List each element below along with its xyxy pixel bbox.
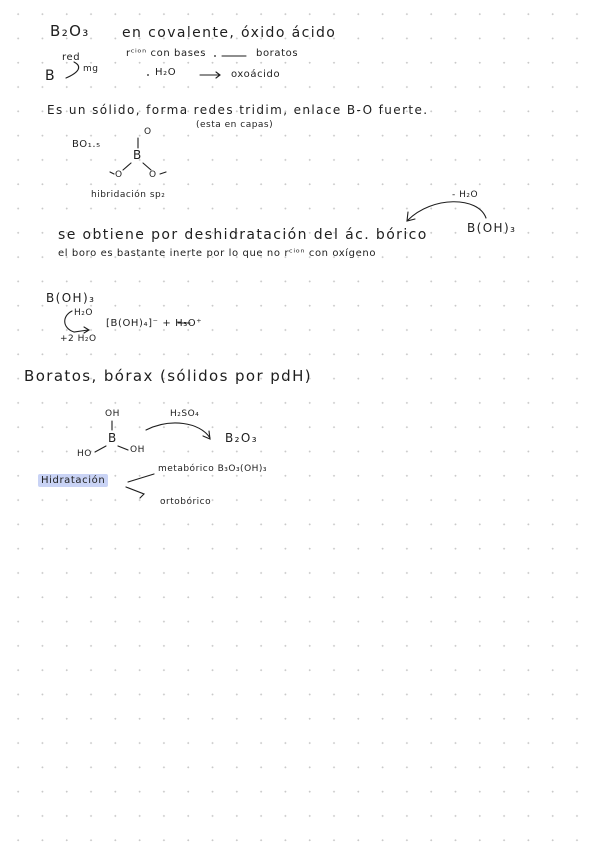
boric-acid-left: B(OH)₃ xyxy=(46,291,96,305)
layers-note: (esta en capas) xyxy=(196,120,274,130)
bond-b-oh-right xyxy=(118,446,128,450)
dehydration-sentence: se obtiene por deshidratación del ác. bórico xyxy=(58,227,428,243)
hydration-label xyxy=(38,476,108,486)
dehydration-arrow xyxy=(408,202,486,220)
hydroxyl-left: HO xyxy=(77,449,92,459)
structure-boron: B xyxy=(133,148,143,162)
branch-orthoboric xyxy=(126,487,144,498)
bo15-formula: BO₁.₅ xyxy=(72,139,101,150)
inert-boron-sentence: el boro es bastante inerte por lo que no rᶜⁱᵒⁿ con oxígeno xyxy=(58,248,377,259)
bond-b-oh-left xyxy=(95,446,106,452)
tetrahydroxyborate-equation: [B(OH)₄]⁻ + H₃O⁺ xyxy=(106,318,203,329)
b2o3-heading: B₂O₃ xyxy=(50,22,90,40)
red-label: red xyxy=(62,52,81,63)
orthoboric-acid: ortobórico xyxy=(160,497,212,507)
structure-oxygen-right: O xyxy=(149,170,157,180)
dehydration-h2so4-arrow xyxy=(146,423,210,438)
arrow-top-label: H₂O xyxy=(74,308,93,318)
metaboric-acid: metabórico B₃O₃(OH)₃ xyxy=(158,464,268,474)
sulfuric-acid-label: H₂SO₄ xyxy=(170,409,200,419)
bond-right xyxy=(143,163,151,170)
boric-acid-right: B(OH)₃ xyxy=(467,221,517,235)
hybridization-note: hibridación sp₂ xyxy=(91,190,166,200)
water-reagent: H₂O xyxy=(155,67,177,78)
arrow-to-oxoacido xyxy=(200,72,220,78)
boratos-product: boratos xyxy=(256,48,299,59)
bond-left xyxy=(123,163,131,170)
arrow-bottom-label: +2 H₂O xyxy=(60,334,97,344)
solid-description: Es un sólido, forma redes tridim, enlace B-O fuerte. xyxy=(47,103,429,117)
minus-water-label: - H₂O xyxy=(452,190,479,200)
structure-oxygen-top: O xyxy=(144,127,152,137)
reaction-with-bases: rᶜⁱᵒⁿ con bases xyxy=(126,48,207,59)
oxoacido-product: oxoácido xyxy=(231,69,281,80)
mg-label: mg xyxy=(83,64,99,74)
redox-curve xyxy=(66,62,79,78)
branch-metaboric xyxy=(128,474,154,482)
hydration-highlight: Hidratación xyxy=(38,474,108,487)
boron-symbol: B xyxy=(45,68,57,84)
hydroxyl-right: OH xyxy=(130,445,145,455)
b2o3-description: en covalente, óxido ácido xyxy=(122,25,337,41)
boron-center: B xyxy=(108,431,118,445)
hydroxyl-top: OH xyxy=(105,409,120,419)
structure-oxygen-left: O xyxy=(115,170,123,180)
boron-oxide-product: B₂O₃ xyxy=(225,431,258,445)
boratos-borax-heading: Boratos, bórax (sólidos por pdH) xyxy=(24,367,313,385)
